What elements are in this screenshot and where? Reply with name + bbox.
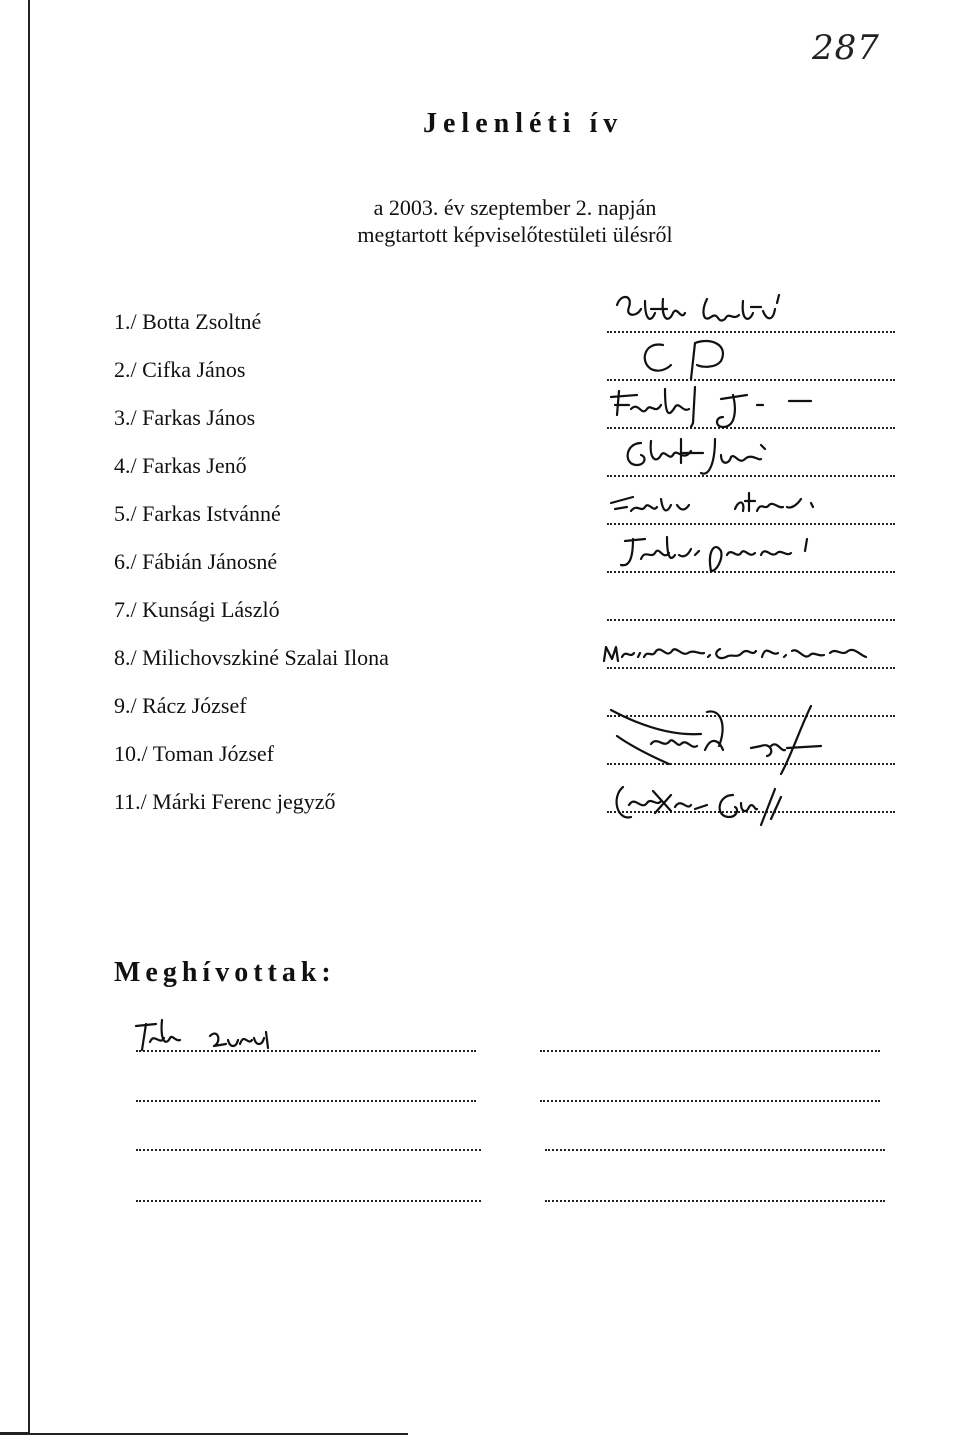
signature <box>611 291 901 335</box>
signature <box>611 435 901 479</box>
invited-section-title: Meghívottak: <box>114 957 336 988</box>
attendee-row <box>114 789 894 819</box>
left-margin-line <box>28 0 30 1435</box>
attendee-name: 9./ Rácz József <box>114 693 247 718</box>
subtitle-line-2: megtartott képviselőtestületi ülésről <box>357 222 673 247</box>
invited-signature-line <box>545 1149 885 1151</box>
attendee-name: 3./ Farkas János <box>114 405 256 430</box>
attendee-row <box>114 357 894 387</box>
attendee-row <box>114 453 894 483</box>
signature <box>604 627 894 671</box>
signature <box>611 339 901 383</box>
bottom-margin-line <box>28 1433 408 1435</box>
attendee-name: 7./ Kunsági László <box>114 597 280 622</box>
invited-signature <box>136 1018 316 1058</box>
attendee-row <box>114 549 894 579</box>
attendee-name: 11./ Márki Ferenc jegyző <box>114 789 336 814</box>
attendee-row <box>114 597 894 627</box>
signature <box>611 531 901 575</box>
invited-signature-line <box>136 1050 476 1052</box>
attendee-name: 2./ Cifka János <box>114 357 246 382</box>
invited-signature-line <box>545 1200 885 1202</box>
bottom-margin-tick <box>0 1432 30 1435</box>
signature-line <box>607 619 895 621</box>
invited-signature-line <box>136 1149 481 1151</box>
attendee-row <box>114 645 894 675</box>
attendee-name: 1./ Botta Zsoltné <box>114 309 262 334</box>
attendee-row <box>114 405 894 435</box>
invited-signature-line <box>136 1100 476 1102</box>
invited-signature-line <box>136 1200 481 1202</box>
attendee-row <box>114 309 894 339</box>
attendee-name: 6./ Fábián Jánosné <box>114 549 278 574</box>
attendee-name: 10./ Toman József <box>114 741 274 766</box>
invited-signature-line <box>540 1050 880 1052</box>
signature <box>611 483 901 527</box>
signature <box>611 387 901 431</box>
invited-signature-line <box>540 1100 880 1102</box>
attendee-name: 4./ Farkas Jenő <box>114 453 247 478</box>
subtitle-line-1: a 2003. év szeptember 2. napján <box>373 195 657 220</box>
handwritten-page-number: 287 <box>812 28 880 68</box>
page-title: Jelenléti ív <box>423 108 624 139</box>
attendee-name: 8./ Milichovszkiné Szalai Ilona <box>114 645 389 670</box>
signature <box>611 693 901 763</box>
signature <box>611 759 901 819</box>
attendee-row <box>114 501 894 531</box>
attendee-name: 5./ Farkas Istvánné <box>114 501 281 526</box>
